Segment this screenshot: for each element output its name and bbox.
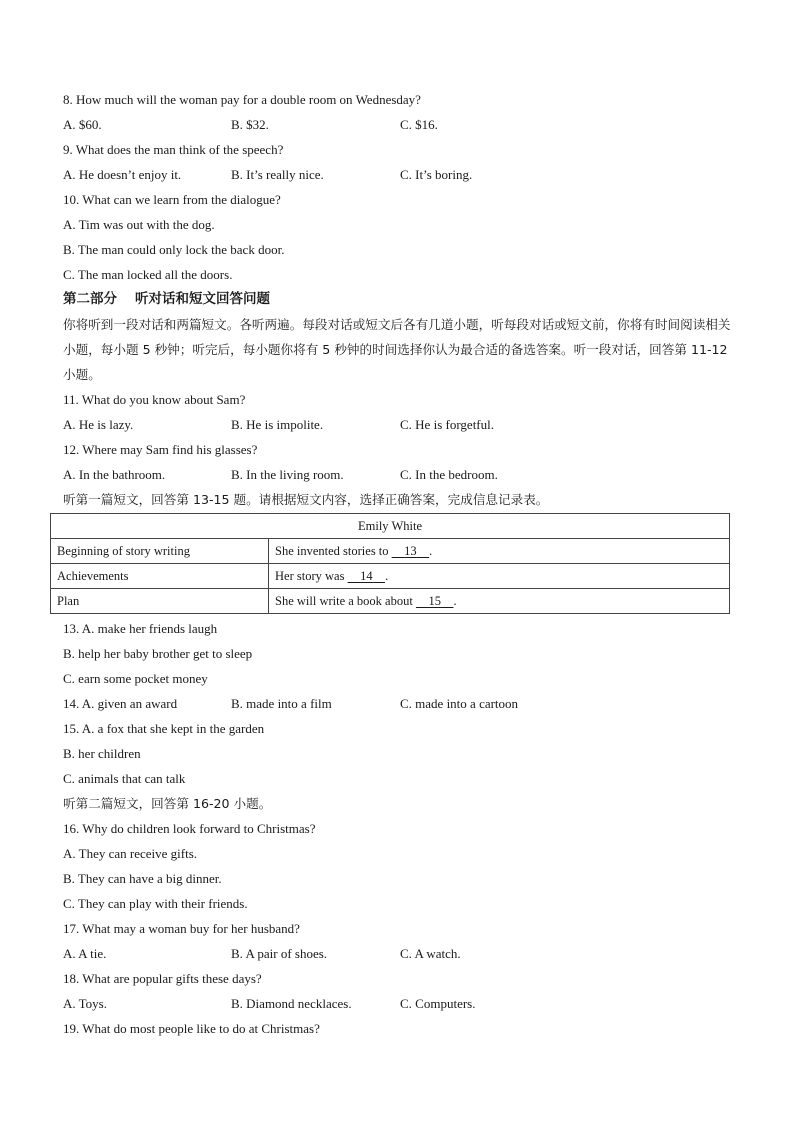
- option-a: 14. A. given an award: [63, 696, 178, 711]
- question-15-option-a: 15. A. a fox that she kept in the garden: [63, 721, 265, 736]
- row-label: Achievements: [51, 564, 269, 589]
- question-13-option-a: 13. A. make her friends laugh: [63, 621, 218, 636]
- question-12-stem: 12. Where may Sam find his glasses?: [63, 442, 258, 457]
- question-16-stem: 16. Why do children look forward to Christmas?: [63, 821, 316, 836]
- row-label: Beginning of story writing: [51, 539, 269, 564]
- question-11-stem: 11. What do you know about Sam?: [63, 392, 246, 407]
- option-a: A. They can receive gifts.: [63, 846, 198, 861]
- table-row: [51, 539, 730, 564]
- question-18-options: [63, 991, 731, 1016]
- answer-blank-13: 13: [404, 543, 417, 558]
- option-b: B. $32.: [231, 117, 269, 132]
- option-c: C. The man locked all the doors.: [63, 267, 233, 282]
- question-11-options: [63, 412, 731, 437]
- passage-1-intro: 听第一篇短文，回答第 13-15 题。请根据短文内容，选择正确答案，完成信息记录表。: [63, 492, 549, 507]
- option-b: B. It’s really nice.: [231, 167, 324, 182]
- section-heading: 听对话和短文回答问题: [135, 291, 270, 307]
- option-b: B. A pair of shoes.: [231, 946, 328, 961]
- exam-page: [57, 87, 731, 1041]
- option-b: B. Diamond necklaces.: [231, 996, 352, 1011]
- question-9-options: [63, 162, 731, 187]
- section-title: [63, 287, 731, 312]
- table-row: [51, 589, 730, 614]
- question-17-stem: 17. What may a woman buy for her husband?: [63, 921, 300, 936]
- question-19-stem: 19. What do most people like to do at Christmas?: [63, 1021, 320, 1036]
- table-title: Emily White: [51, 514, 730, 539]
- question-8-options: [63, 112, 731, 137]
- option-c: C. A watch.: [400, 946, 461, 961]
- option-c: C. They can play with their friends.: [63, 896, 248, 911]
- option-c: C. $16.: [400, 117, 438, 132]
- table-row: [51, 564, 730, 589]
- section-number: 第二部分: [63, 291, 117, 307]
- option-b: B. They can have a big dinner.: [63, 871, 222, 886]
- question-10-stem: 10. What can we learn from the dialogue?: [63, 192, 281, 207]
- question-13-option-c: C. earn some pocket money: [63, 671, 208, 686]
- question-18-stem: 18. What are popular gifts these days?: [63, 971, 262, 986]
- option-a: A. He doesn’t enjoy it.: [63, 167, 182, 182]
- option-b: B. The man could only lock the back door.: [63, 242, 285, 257]
- option-a: A. He is lazy.: [63, 417, 134, 432]
- question-12-options: [63, 462, 731, 487]
- question-15-option-c: C. animals that can talk: [63, 771, 186, 786]
- question-8-stem: 8. How much will the woman pay for a double room on Wednesday?: [63, 92, 421, 107]
- option-b: B. made into a film: [231, 696, 332, 711]
- option-c: C. Computers.: [400, 996, 476, 1011]
- option-a: A. $60.: [63, 117, 102, 132]
- row-content: Her story was 14 .: [269, 564, 730, 589]
- question-13-option-b: B. help her baby brother get to sleep: [63, 646, 253, 661]
- section-instructions: 你将听到一段对话和两篇短文。各听两遍。每段对话或短文后各有几道小题，听每段对话或短文前，你将有时间阅读相关小题，每小题 5 秒钟；听完后，每小题你将有 5 秒钟的时间选择你认为最合适的备选答案。听一段对话，回答第 11-12 小题。: [63, 317, 731, 382]
- answer-blank-15: 15: [428, 593, 441, 608]
- option-a: A. Toys.: [63, 996, 107, 1011]
- option-b: B. In the living room.: [231, 467, 344, 482]
- option-a: A. A tie.: [63, 946, 107, 961]
- passage-2-intro: 听第二篇短文，回答第 16-20 小题。: [63, 796, 272, 811]
- option-c: C. made into a cartoon: [400, 696, 519, 711]
- question-17-options: [63, 941, 731, 966]
- option-a: A. Tim was out with the dog.: [63, 217, 215, 232]
- row-label: Plan: [51, 589, 269, 614]
- question-14-options: [63, 691, 731, 716]
- answer-blank-14: 14: [360, 568, 373, 583]
- option-c: C. In the bedroom.: [400, 467, 498, 482]
- option-c: C. It’s boring.: [400, 167, 473, 182]
- question-9-stem: 9. What does the man think of the speech?: [63, 142, 284, 157]
- row-content: She invented stories to 13 .: [269, 539, 730, 564]
- row-content: She will write a book about 15 .: [269, 589, 730, 614]
- question-15-option-b: B. her children: [63, 746, 141, 761]
- option-b: B. He is impolite.: [231, 417, 324, 432]
- option-a: A. In the bathroom.: [63, 467, 166, 482]
- info-record-table: [50, 513, 730, 614]
- option-c: C. He is forgetful.: [400, 417, 494, 432]
